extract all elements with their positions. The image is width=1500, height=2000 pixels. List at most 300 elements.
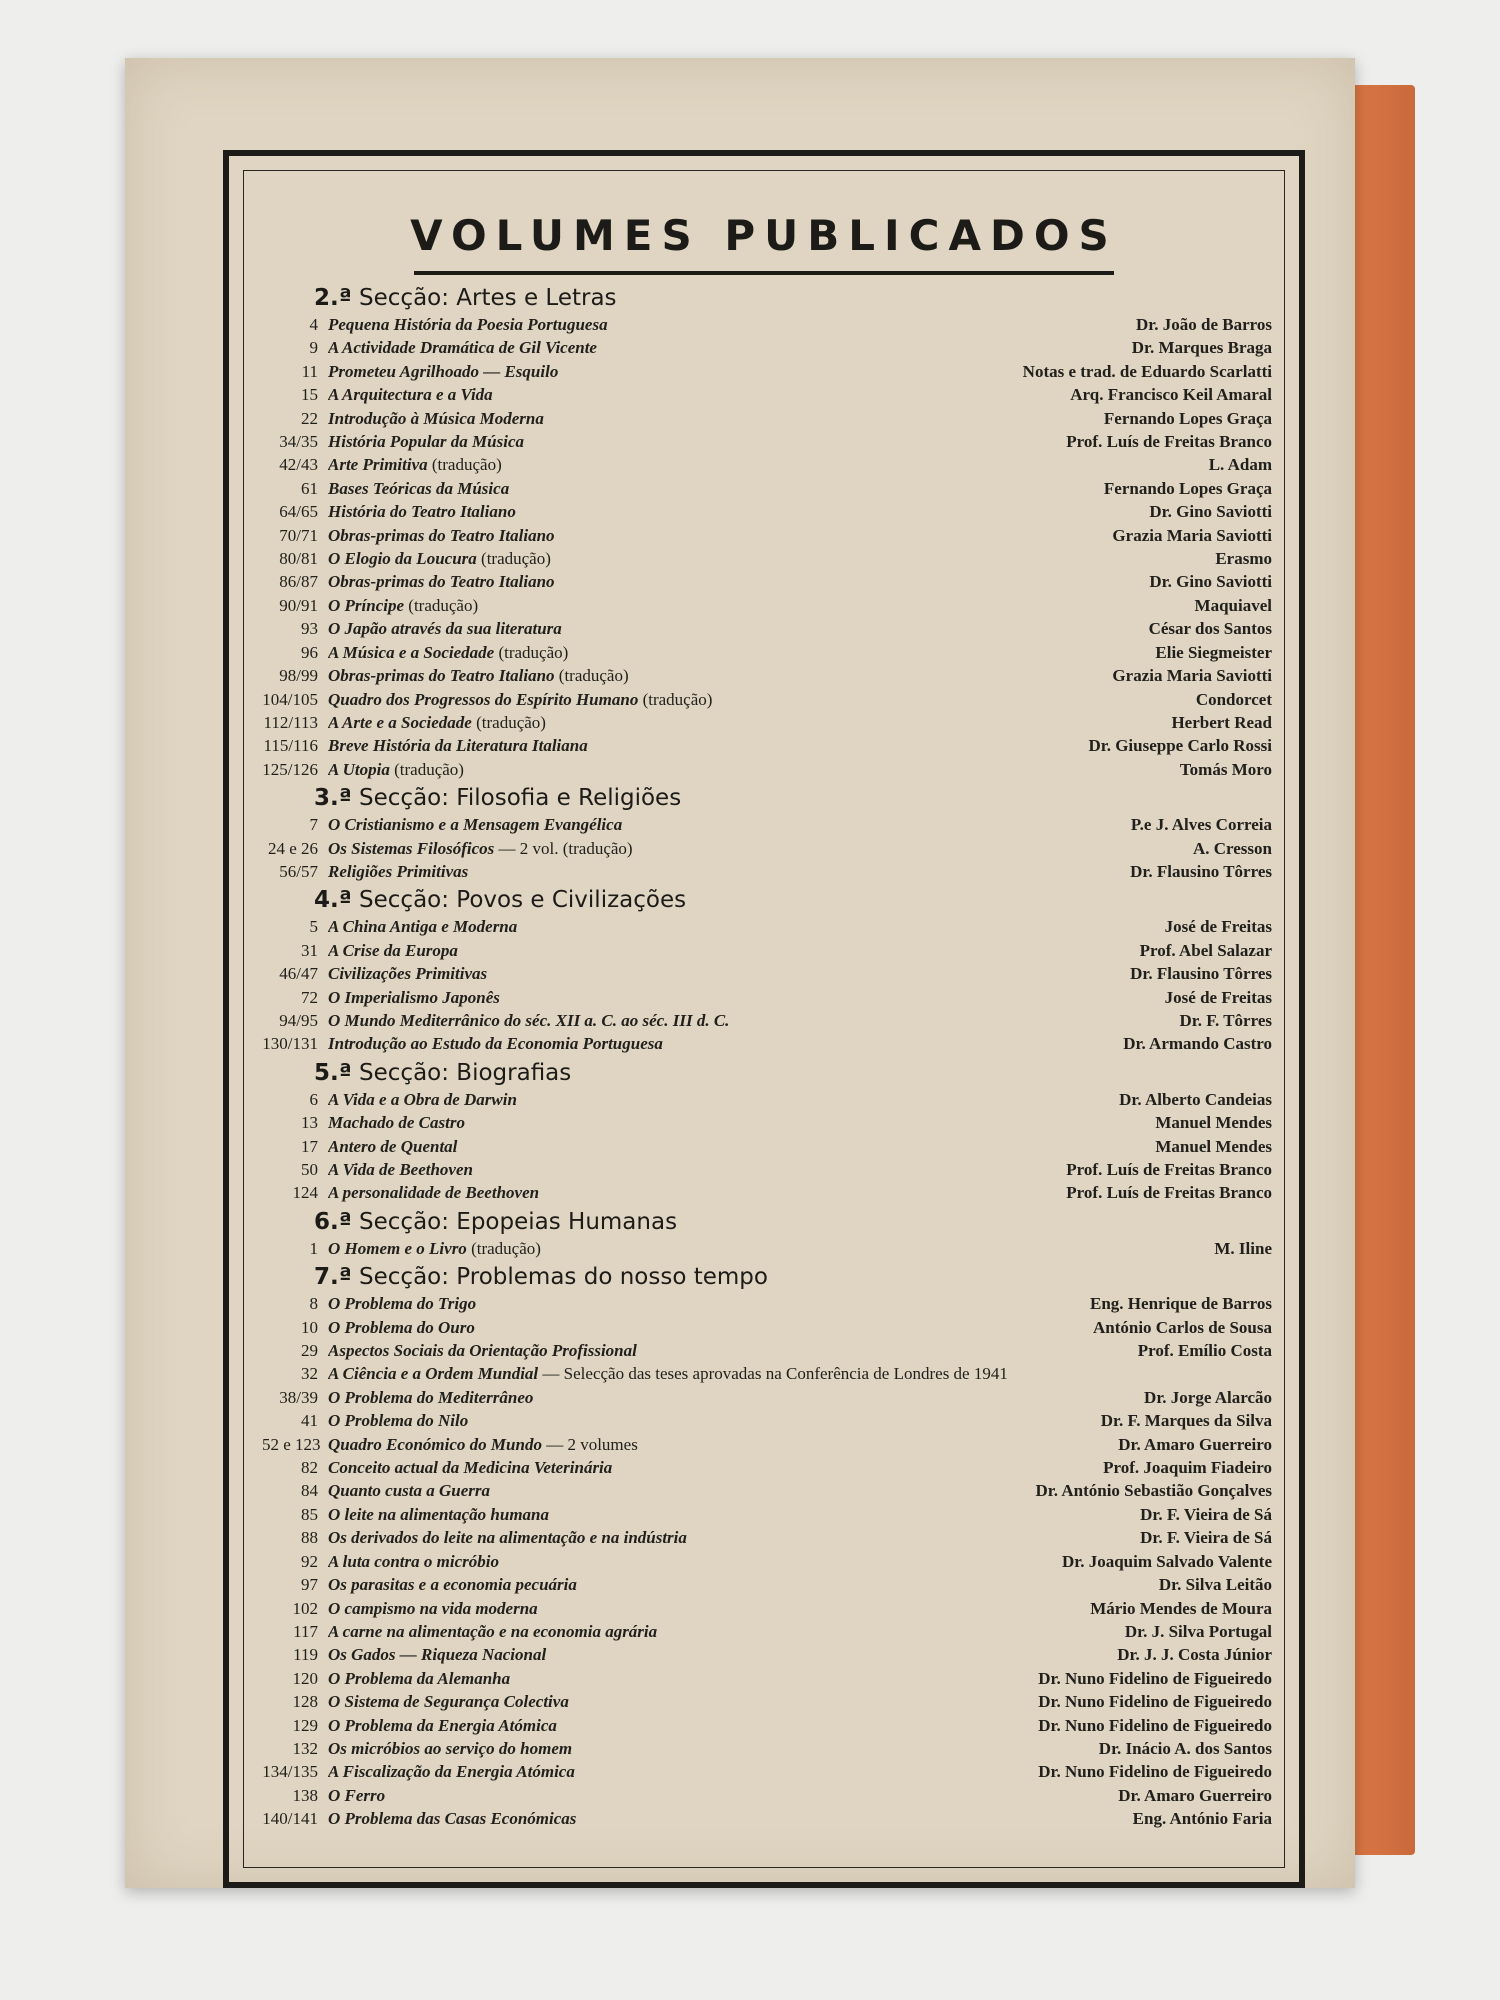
volume-title: Conceito actual da Medicina Veterinária <box>328 1458 613 1478</box>
volume-author: P.e J. Alves Correia <box>1130 815 1272 835</box>
volume-title: O Príncipe <box>328 595 405 615</box>
catalog-entry <box>262 1362 1272 1385</box>
volume-number: 4 <box>309 315 318 334</box>
volume-title: Arte Primitiva <box>328 455 428 475</box>
volume-number: 7 <box>309 815 318 835</box>
volume-title: O Japão através da sua literatura <box>328 619 562 639</box>
volume-title-line <box>328 313 1124 336</box>
volume-title-line <box>328 1643 1105 1666</box>
volume-author: Dr. F. Vieira de Sá <box>1140 1504 1272 1524</box>
volume-title-line <box>328 1135 1143 1158</box>
volume-author: Dr. Jorge Alarcão <box>1144 1387 1272 1407</box>
volume-title: A Actividade Dramática de Gil Vicente <box>328 338 597 358</box>
volume-title-line <box>328 383 1058 406</box>
section-heading <box>262 783 1272 813</box>
catalog-entry <box>262 1807 1272 1830</box>
volume-number: 82 <box>301 1458 318 1478</box>
catalog-entry <box>262 1737 1272 1760</box>
title-underline <box>414 271 1114 275</box>
catalog-frame <box>223 150 1305 1888</box>
volume-number: 13 <box>301 1113 318 1133</box>
section-number: 3.ª <box>314 785 352 812</box>
catalog-entry <box>262 360 1272 383</box>
volume-author: Arq. Francisco Keil Amaral <box>1070 385 1272 405</box>
volume-number: 90/91 <box>279 595 318 615</box>
volume-number: 42/43 <box>279 455 318 475</box>
volume-author: Dr. Nuno Fidelino de Figueiredo <box>1038 1762 1272 1782</box>
volume-title: A carne na alimentação e na economia agrária <box>328 1621 658 1641</box>
volume-title: Obras-primas do Teatro Italiano <box>328 525 555 545</box>
catalog-entry <box>262 1456 1272 1479</box>
volume-author: José de Freitas <box>1164 987 1272 1007</box>
volume-title-line <box>328 1667 1026 1690</box>
section-label: Secção: Artes e Letras <box>359 285 617 311</box>
volume-number: 140/141 <box>262 1809 318 1829</box>
volume-title: O Ferro <box>328 1785 386 1805</box>
volume-title-line <box>328 1158 1054 1181</box>
volume-author: Dr. Nuno Fidelino de Figueiredo <box>1038 1715 1272 1735</box>
volume-number: 15 <box>301 385 318 405</box>
section-number: 6.ª <box>314 1208 352 1235</box>
volume-title: A Utopia <box>328 759 390 779</box>
volume-title-line <box>328 1737 1087 1760</box>
volume-author: Dr. Giuseppe Carlo Rossi <box>1088 736 1272 756</box>
catalog-entry <box>262 758 1272 781</box>
volume-title-line <box>328 1526 1128 1549</box>
volume-author: Eng. Henrique de Barros <box>1090 1294 1272 1314</box>
catalog-entry <box>262 1784 1272 1807</box>
volume-number: 8 <box>309 1294 318 1314</box>
volume-number: 97 <box>301 1575 318 1595</box>
catalog-entry <box>262 962 1272 985</box>
catalog-entry <box>262 1620 1272 1643</box>
volume-number: 98/99 <box>279 666 318 686</box>
section-label: Secção: Problemas do nosso tempo <box>359 1264 768 1291</box>
volume-title: O Problema do Mediterrâneo <box>328 1387 534 1407</box>
volume-author: Dr. António Sebastião Gonçalves <box>1035 1481 1272 1501</box>
volume-author: Manuel Mendes <box>1155 1136 1272 1156</box>
volume-title: Quadro Económico do Mundo <box>328 1434 542 1454</box>
volume-title-line <box>328 1807 1121 1830</box>
volume-note: (tradução) <box>466 1238 541 1258</box>
volume-number: 86/87 <box>279 572 318 592</box>
volume-note: (tradução) <box>494 642 569 662</box>
volume-author: M. Iline <box>1214 1238 1272 1258</box>
volume-note: (tradução) <box>476 549 551 569</box>
volume-author: Dr. J. J. Costa Júnior <box>1117 1645 1272 1665</box>
section-number: 5.ª <box>314 1059 352 1086</box>
volume-author: Mário Mendes de Moura <box>1090 1598 1272 1618</box>
volume-author: Dr. F. Marques da Silva <box>1100 1411 1272 1431</box>
catalog-entry <box>262 1009 1272 1032</box>
volume-title-line <box>328 524 1100 547</box>
volume-title-line <box>328 1292 1078 1315</box>
volume-author: Herbert Read <box>1171 712 1272 732</box>
volume-title-line <box>328 1714 1026 1737</box>
volume-title: Bases Teóricas da Música <box>328 478 510 498</box>
volume-title-line <box>328 1433 1106 1456</box>
volume-title: O Imperialismo Japonês <box>328 987 500 1007</box>
volume-author: Dr. Alberto Candeias <box>1119 1089 1272 1109</box>
volume-number: 24 e 26 <box>267 838 318 858</box>
catalog-entry <box>262 1237 1272 1260</box>
volume-title-line <box>328 962 1118 985</box>
section-number: 4.ª <box>314 887 352 914</box>
catalog-entry <box>262 1111 1272 1134</box>
volume-author: Eng. António Faria <box>1132 1809 1272 1829</box>
catalog-entry <box>262 813 1272 836</box>
volume-number: 112/113 <box>263 712 318 732</box>
section-heading <box>262 1207 1272 1237</box>
volume-note: (tradução) <box>389 759 464 779</box>
volume-number: 104/105 <box>262 689 318 709</box>
section-heading <box>262 1058 1272 1088</box>
volume-title-line <box>328 641 1143 664</box>
catalog-inner-border <box>243 170 1285 1868</box>
catalog-entry <box>262 860 1272 883</box>
volume-title-line <box>328 1550 1050 1573</box>
volume-note: (tradução) <box>427 455 502 475</box>
volume-title: O Elogio da Loucura <box>328 549 477 569</box>
volume-note: — Selecção das teses aprovadas na Conferência de Londres de 1941 <box>538 1364 1008 1384</box>
volume-title-line <box>328 1573 1147 1596</box>
volume-author: Prof. Joaquim Fiadeiro <box>1103 1458 1272 1478</box>
volume-title-line <box>328 594 1183 617</box>
volume-title: O Problema do Trigo <box>328 1294 477 1314</box>
volume-title: Machado de Castro <box>328 1113 465 1133</box>
catalog-entry <box>262 1135 1272 1158</box>
volume-title-line <box>328 986 1153 1009</box>
volume-title-line <box>328 570 1137 593</box>
volume-title-line <box>328 407 1092 430</box>
volume-title: A Música e a Sociedade <box>328 642 495 662</box>
volume-number: 128 <box>292 1692 318 1712</box>
catalog-entry <box>262 500 1272 523</box>
volume-number: 117 <box>293 1621 318 1641</box>
volume-number: 93 <box>301 619 318 639</box>
volume-title-line <box>328 711 1159 734</box>
volume-number: 5 <box>309 917 318 937</box>
volume-author: Dr. Gino Saviotti <box>1149 502 1272 522</box>
catalog-entry <box>262 1597 1272 1620</box>
volume-note: — 2 vol. (tradução) <box>494 838 633 858</box>
volume-number: 1 <box>309 1238 318 1258</box>
volume-title: O Problema da Alemanha <box>328 1668 511 1688</box>
volume-number: 88 <box>301 1528 318 1548</box>
catalog-entry <box>262 711 1272 734</box>
volume-author: Prof. Emílio Costa <box>1137 1341 1272 1361</box>
volume-author: Notas e trad. de Eduardo Scarlatti <box>1022 361 1272 381</box>
section-label: Secção: Filosofia e Religiões <box>359 785 682 812</box>
catalog-entry <box>262 383 1272 406</box>
volume-list <box>262 281 1272 1831</box>
volume-author: Dr. Inácio A. dos Santos <box>1098 1738 1272 1758</box>
volume-title-line <box>328 617 1137 640</box>
volume-title: O Homem e o Livro <box>328 1238 467 1258</box>
volume-title: História do Teatro Italiano <box>328 502 516 522</box>
volume-title: O Problema da Energia Atómica <box>328 1715 557 1735</box>
section-label: Secção: Epopeias Humanas <box>359 1208 678 1235</box>
volume-title: Os parasitas e a economia pecuária <box>328 1575 577 1595</box>
volume-title-line <box>328 1690 1026 1713</box>
volume-author: Dr. Gino Saviotti <box>1149 572 1272 592</box>
catalog-entry <box>262 1088 1272 1111</box>
volume-title: Antero de Quental <box>328 1136 458 1156</box>
volume-number: 134/135 <box>262 1762 318 1782</box>
volume-title: A luta contra o micróbio <box>328 1551 499 1571</box>
catalog-entry <box>262 1339 1272 1362</box>
volume-author: Prof. Luís de Freitas Branco <box>1066 1183 1272 1203</box>
catalog-entry <box>262 547 1272 570</box>
catalog-entry <box>262 734 1272 757</box>
volume-number: 80/81 <box>279 549 318 569</box>
volume-number: 29 <box>301 1341 318 1361</box>
volume-title-line <box>328 1456 1091 1479</box>
volume-number: 6 <box>309 1089 318 1109</box>
volume-number: 85 <box>301 1504 318 1524</box>
volume-title-line <box>328 1362 1260 1385</box>
volume-author: Dr. Silva Leitão <box>1158 1575 1272 1595</box>
volume-author: Manuel Mendes <box>1155 1113 1272 1133</box>
catalog-entry <box>262 664 1272 687</box>
volume-number: 11 <box>301 361 318 381</box>
volume-title: A China Antiga e Moderna <box>328 917 518 937</box>
catalog-entry <box>262 1760 1272 1783</box>
volume-number: 56/57 <box>279 861 318 881</box>
volume-title-line <box>328 915 1153 938</box>
volume-title: Aspectos Sociais da Orientação Profissional <box>328 1341 637 1361</box>
catalog-entry <box>262 430 1272 453</box>
catalog-entry <box>262 1550 1272 1573</box>
catalog-entry <box>262 1526 1272 1549</box>
volume-number: 34/35 <box>279 432 318 452</box>
catalog-entry <box>262 915 1272 938</box>
volume-number: 94/95 <box>279 1010 318 1030</box>
volume-title-line <box>328 813 1119 836</box>
volume-title-line <box>328 734 1076 757</box>
volume-title: A Fiscalização da Energia Atómica <box>328 1762 575 1782</box>
volume-title: Religiões Primitivas <box>328 861 469 881</box>
volume-author: Dr. J. Silva Portugal <box>1124 1621 1272 1641</box>
catalog-entry <box>262 1292 1272 1315</box>
volume-title-line <box>328 1503 1128 1526</box>
volume-title: O Cristianismo e a Mensagem Evangélica <box>328 815 623 835</box>
volume-title: Os micróbios ao serviço do homem <box>328 1738 573 1758</box>
catalog-entry <box>262 939 1272 962</box>
volume-author: Dr. João de Barros <box>1136 315 1272 334</box>
volume-number: 52 e 123 <box>262 1434 321 1454</box>
volume-author: Dr. Nuno Fidelino de Figueiredo <box>1038 1692 1272 1712</box>
volume-title-line <box>328 1316 1081 1339</box>
volume-title-line <box>328 1088 1107 1111</box>
volume-number: 9 <box>309 338 318 358</box>
catalog-entry <box>262 477 1272 500</box>
volume-title-line <box>328 1760 1026 1783</box>
volume-title-line <box>328 500 1137 523</box>
volume-title-line <box>328 1111 1143 1134</box>
catalog-entry <box>262 688 1272 711</box>
catalog-entry <box>262 1158 1272 1181</box>
volume-title: O leite na alimentação humana <box>328 1504 550 1524</box>
volume-author: Grazia Maria Saviotti <box>1112 525 1272 545</box>
catalog-entry <box>262 1181 1272 1204</box>
section-label: Secção: Povos e Civilizações <box>359 887 687 914</box>
volume-title: O campismo na vida moderna <box>328 1598 538 1618</box>
volume-number: 125/126 <box>262 759 318 779</box>
catalog-entry <box>262 570 1272 593</box>
section-number: 7.ª <box>314 1264 352 1291</box>
volume-title-line <box>328 1386 1132 1409</box>
volume-author: Prof. Luís de Freitas Branco <box>1066 432 1272 452</box>
volume-title: O Problema do Nilo <box>328 1411 469 1431</box>
volume-number: 10 <box>301 1317 318 1337</box>
volume-author: José de Freitas <box>1164 917 1272 937</box>
volume-author: Prof. Luís de Freitas Branco <box>1066 1160 1272 1179</box>
volume-number: 32 <box>301 1364 318 1384</box>
volume-number: 124 <box>292 1183 318 1203</box>
volume-number: 102 <box>292 1598 318 1618</box>
volume-note: (tradução) <box>404 595 479 615</box>
volume-author: Fernando Lopes Graça <box>1103 408 1272 428</box>
catalog-entry <box>262 1643 1272 1666</box>
section-heading <box>262 1262 1272 1292</box>
volume-note: — 2 volumes <box>541 1434 638 1454</box>
volume-number: 22 <box>301 408 318 428</box>
volume-author: Grazia Maria Saviotti <box>1112 666 1272 686</box>
volume-number: 41 <box>301 1411 318 1431</box>
catalog-entry <box>262 837 1272 860</box>
volume-author: Maquiavel <box>1194 595 1272 615</box>
section-number: 2.ª <box>314 285 352 311</box>
volume-title-line <box>328 360 1011 383</box>
volume-title: A Arte e a Sociedade <box>328 712 472 732</box>
volume-title-line <box>328 1597 1078 1620</box>
catalog-entry <box>262 453 1272 476</box>
volume-title-line <box>328 939 1128 962</box>
catalog-entry <box>262 1667 1272 1690</box>
volume-title: A Ciência e a Ordem Mundial <box>328 1364 539 1384</box>
catalog-entry <box>262 1479 1272 1502</box>
volume-author: Condorcet <box>1195 689 1272 709</box>
volume-title: A Crise da Europa <box>328 940 458 960</box>
catalog-entry <box>262 1433 1272 1456</box>
volume-note: (tradução) <box>471 712 546 732</box>
volume-title: Introdução ao Estudo da Economia Portuguesa <box>328 1034 663 1054</box>
volume-title: Prometeu Agrilhoado — Esquilo <box>328 361 559 381</box>
catalog-entry <box>262 336 1272 359</box>
volume-title-line <box>328 477 1092 500</box>
volume-number: 120 <box>292 1668 318 1688</box>
volume-number: 64/65 <box>279 502 318 522</box>
catalog-entry <box>262 641 1272 664</box>
volume-number: 96 <box>301 642 318 662</box>
volume-title: Civilizações Primitivas <box>328 964 488 984</box>
volume-author: Dr. F. Vieira de Sá <box>1140 1528 1272 1548</box>
catalog-entry <box>262 1690 1272 1713</box>
volume-title: Obras-primas do Teatro Italiano <box>328 666 555 686</box>
volume-title: O Problema do Ouro <box>328 1317 475 1337</box>
volume-author: Fernando Lopes Graça <box>1103 478 1272 498</box>
volume-title-line <box>328 1620 1113 1643</box>
catalog-entry <box>262 1573 1272 1596</box>
volume-author: Dr. Flausino Tôrres <box>1130 861 1272 881</box>
volume-number: 92 <box>301 1551 318 1571</box>
volume-title: Breve História da Literatura Italiana <box>328 736 588 756</box>
volume-author: César dos Santos <box>1148 619 1272 639</box>
catalog-entry <box>262 617 1272 640</box>
volume-number: 138 <box>292 1785 318 1805</box>
volume-author: Dr. Joaquim Salvado Valente <box>1061 1551 1272 1571</box>
volume-title: A Arquitectura e a Vida <box>328 385 493 405</box>
volume-title-line <box>328 1181 1054 1204</box>
catalog-entry <box>262 1032 1272 1055</box>
volume-title-line <box>328 430 1054 453</box>
volume-number: 61 <box>301 478 318 498</box>
catalog-entry <box>262 313 1272 336</box>
volume-author: Dr. F. Tôrres <box>1179 1010 1272 1030</box>
volume-title-line <box>328 1409 1089 1432</box>
volume-title-line <box>328 688 1184 711</box>
volume-number: 72 <box>301 987 318 1007</box>
volume-author: Dr. Flausino Tôrres <box>1130 964 1272 984</box>
volume-author: António Carlos de Sousa <box>1092 1317 1272 1337</box>
volume-note: (tradução) <box>638 689 713 709</box>
volume-author: Dr. Amaro Guerreiro <box>1118 1785 1272 1805</box>
volume-number: 46/47 <box>279 964 318 984</box>
volume-number: 17 <box>301 1136 318 1156</box>
volume-title-line <box>328 1479 1024 1502</box>
volume-number: 70/71 <box>279 525 318 545</box>
catalog-entry <box>262 1316 1272 1339</box>
volume-title: A personalidade de Beethoven <box>328 1183 540 1203</box>
volume-number: 38/39 <box>279 1387 318 1407</box>
volume-number: 132 <box>292 1738 318 1758</box>
volume-title-line <box>328 664 1100 687</box>
volume-number: 50 <box>301 1160 318 1179</box>
volume-title-line <box>328 758 1168 781</box>
volume-author: Elie Siegmeister <box>1155 642 1272 662</box>
catalog-entry <box>262 407 1272 430</box>
volume-title: A Vida e a Obra de Darwin <box>328 1089 517 1109</box>
volume-title-line <box>328 1237 1202 1260</box>
page-title: VOLUMES PUBLICADOS <box>410 211 1118 260</box>
volume-title: Quanto custa a Guerra <box>328 1481 491 1501</box>
volume-title: Obras-primas do Teatro Italiano <box>328 572 555 592</box>
section-heading <box>262 283 1272 313</box>
volume-author: Dr. Nuno Fidelino de Figueiredo <box>1038 1668 1272 1688</box>
volume-title: A Vida de Beethoven <box>328 1160 473 1179</box>
volume-title: Introdução à Música Moderna <box>328 408 544 428</box>
volume-title: O Sistema de Segurança Colectiva <box>328 1692 569 1712</box>
volume-title: O Mundo Mediterrânico do séc. XII a. C. ao séc. III d. C. <box>328 1010 730 1030</box>
volume-author: Dr. Amaro Guerreiro <box>1118 1434 1272 1454</box>
volume-title: Os Sistemas Filosóficos <box>328 838 495 858</box>
volume-note: (tradução) <box>554 666 629 686</box>
volume-title-line <box>328 1009 1167 1032</box>
volume-title: Quadro dos Progressos do Espírito Humano <box>328 689 639 709</box>
volume-title-line <box>328 547 1203 570</box>
volume-title-line <box>328 860 1118 883</box>
volume-title-line <box>328 1339 1126 1362</box>
volume-author: Dr. Marques Braga <box>1131 338 1272 358</box>
catalog-entry <box>262 1714 1272 1737</box>
volume-title-line <box>328 453 1197 476</box>
volume-title: História Popular da Música <box>328 432 525 452</box>
volume-number: 129 <box>292 1715 318 1735</box>
catalog-entry <box>262 1503 1272 1526</box>
section-heading <box>262 885 1272 915</box>
catalog-entry <box>262 1409 1272 1432</box>
